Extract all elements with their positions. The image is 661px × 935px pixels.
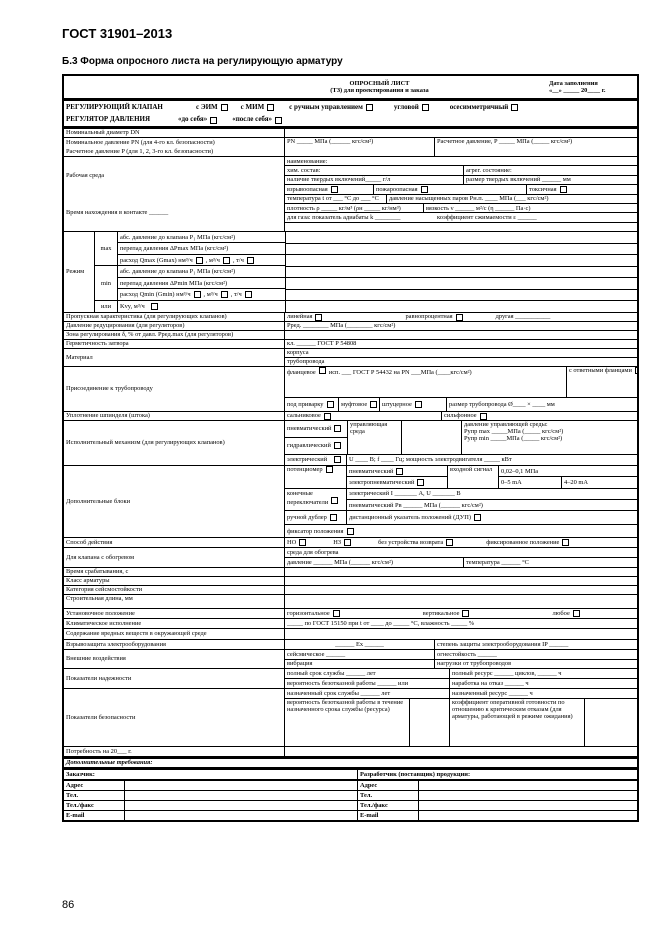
regulator-type-row [64, 114, 637, 129]
label-horizontal: горизонтальное [287, 609, 330, 617]
field-seismic[interactable]: сейсмическое ______ [285, 650, 435, 659]
field-flange[interactable]: исп. ___ ГОСТ Р 54432 на PN ___МПа (____кгс/см²) [328, 369, 472, 376]
field-response-time[interactable] [285, 568, 637, 576]
label-nc: НЗ [333, 538, 342, 546]
label-position-indicator: дистанционный указатель положений (ДУП) [349, 514, 472, 522]
label-supplier-address: Адрес [358, 781, 419, 790]
label-medium: Рабочая среда [66, 171, 105, 179]
label-bellows: сильфонное [444, 412, 477, 420]
field-electric-params[interactable]: U ____ В; f ____ Гц; мощность электродвигателя _____ кВт [349, 456, 512, 464]
option-upstream: «до себя» [178, 115, 208, 124]
field-customer-email[interactable] [125, 811, 357, 820]
label-p1-min: абс. давление до клапана P₁ МПа (кгс/см²) [120, 268, 236, 276]
label-supplier-fax: Тел./факс [358, 801, 419, 810]
row-additional-blocks [64, 466, 637, 538]
field-solids-size[interactable]: размер твердых включений ______ мм [466, 176, 571, 184]
label-customer-address: Адрес [64, 781, 125, 790]
checkbox-hydraulic[interactable] [334, 442, 341, 449]
label-supplier-email: E-mail [358, 811, 419, 820]
field-readiness-coefficient[interactable] [585, 699, 637, 746]
checkbox-m3h-max[interactable] [223, 257, 230, 264]
label-install-position: Установочное положение [64, 609, 285, 618]
row-pressure [64, 138, 637, 157]
questionnaire-form [62, 74, 639, 822]
date-field[interactable]: «__» _____ 20____ г. [549, 87, 606, 94]
row-external [64, 650, 637, 669]
checkbox-mim[interactable] [267, 104, 274, 111]
field-harmful[interactable] [285, 629, 637, 639]
field-supplier-email[interactable] [419, 811, 637, 820]
label-supplier-phone: Тел. [358, 791, 419, 800]
label-explosion-protection: Взрывозащита электрооборудования [64, 640, 285, 649]
checkbox-kvy[interactable] [151, 303, 158, 310]
field-fire-resistance[interactable]: огнестойкость ______ [437, 650, 497, 658]
row-actuator [64, 421, 637, 466]
section-title: Б.3 Форма опросного листа на регулирующую арматуру [62, 56, 343, 67]
regulator-label: РЕГУЛЯТОР ДАВЛЕНИЯ [66, 115, 151, 124]
label-q-min: расход Qmin (Gmin) нм³/ч [120, 291, 191, 299]
label-kvy: Kvy, м³/ч [120, 302, 145, 310]
checkbox-angle[interactable] [422, 104, 429, 111]
checkbox-nm3h-min[interactable] [194, 291, 201, 298]
checkbox-any[interactable] [573, 610, 580, 617]
field-body-material[interactable]: корпуса [287, 349, 309, 357]
unit-m3h: , м³/ч [203, 291, 218, 299]
checkbox-limit-switches[interactable] [331, 497, 338, 504]
label-readiness-coefficient: коэффициент оперативной готовности по отношению к критическим отказам (для арматуры, работающей в режиме ожидания) [450, 699, 585, 746]
checkbox-potentiometer[interactable] [326, 466, 333, 473]
field-medium-extra[interactable] [285, 223, 637, 231]
label-p1-max: абс. давление до клапана P₁ МПа (кгс/см²) [120, 233, 236, 241]
label-action: Способ действия [64, 538, 285, 547]
field-ex[interactable]: ______ Ex ______ [285, 640, 435, 649]
option-signal-pressure[interactable]: 0,02–0,1 МПа [501, 467, 539, 475]
field-heating-temperature[interactable]: температура ______ °С [466, 558, 529, 566]
label-harmful: Содержание вредных веществ в окружающей среде [64, 629, 285, 639]
label-fixed: фиксированное положение [486, 538, 560, 546]
row-climate [64, 619, 637, 629]
label-no-return: без устройства возврата [378, 538, 444, 546]
field-supplier-fax[interactable] [419, 801, 637, 810]
field-pipe-size[interactable]: размер трубопровода Ø____ × ____ мм [449, 401, 555, 409]
label-mode: Режим [64, 232, 95, 312]
field-reliability-probability[interactable]: вероятность безотказной работы ______ или [285, 679, 450, 688]
row-extra-requirements [64, 759, 637, 770]
field-assigned-life[interactable]: назначенный срок службы ______ лет [285, 689, 450, 698]
row-tightness [64, 340, 637, 349]
field-supplier-address[interactable] [419, 781, 637, 790]
field-compressibility[interactable]: коэффициент сжимаемости ε ______ [437, 213, 537, 221]
field-solids[interactable]: наличие твердых включений_____ г/л [285, 176, 464, 184]
label-coupling: муфтовое [341, 401, 368, 409]
checkbox-weld[interactable] [327, 401, 334, 408]
field-safety-probability[interactable] [410, 699, 450, 746]
label-extra-requirements[interactable]: Дополнительные требования: [66, 759, 153, 767]
checkbox-pneumatic[interactable] [334, 425, 341, 432]
label-toxic: токсичная [529, 185, 557, 193]
field-valve-class[interactable] [285, 577, 637, 585]
option-manual: с ручным управлением [289, 102, 363, 111]
option-eim: с ЭИМ [196, 102, 218, 111]
field-temperature[interactable]: температура t от ___ °С до ___ °С [285, 195, 387, 203]
field-limit-electric[interactable]: электрический I _______ А, U _______ В [349, 490, 461, 498]
label-design-pressure: Расчетное давление P (для 1, 2, 3-го кл. безопасности) [66, 147, 214, 155]
field-dn[interactable] [285, 129, 637, 137]
row-regulation-zone [64, 331, 637, 340]
valve-label: РЕГУЛИРУЮЩИЙ КЛАПАН [66, 102, 163, 111]
label-length: Строительная длина, мм [64, 595, 285, 608]
row-explosion-protection [64, 640, 637, 650]
row-demand [64, 747, 637, 759]
row-dn [64, 129, 637, 138]
label-safety-probability: вероятность безотказной работы в течение назначенного срока службы (ресурса) [285, 699, 410, 746]
row-connection [64, 367, 637, 412]
label-input-signal: входной сигнал [447, 466, 499, 488]
field-climate[interactable]: _____ по ГОСТ 15150 при t от ____ до _____ °С, влажность _____ % [287, 619, 475, 627]
field-length[interactable] [285, 595, 637, 608]
label-weld: под приварку [287, 401, 324, 409]
label-supplier: Разработчик (поставщик) продукции: [360, 770, 471, 778]
field-supplier-phone[interactable] [419, 791, 637, 800]
checkbox-electric[interactable] [334, 456, 341, 463]
field-design-pressure[interactable]: Расчетное давление, P _____ МПа (_____ кгс/см²) [437, 138, 573, 145]
checkbox-fixed[interactable] [562, 539, 569, 546]
field-dp-max[interactable] [286, 244, 637, 255]
label-electric: электрический [287, 456, 328, 464]
label-contact-time[interactable]: Время нахождения в контакте ______ [66, 208, 169, 216]
field-customer-phone[interactable] [125, 791, 357, 800]
field-heating-medium[interactable]: среда для обогрева [287, 548, 339, 556]
checkbox-horizontal[interactable] [333, 610, 340, 617]
field-full-resource[interactable]: полный ресурс ______ циклов, ______ ч [452, 669, 562, 677]
field-medium-name[interactable]: наименование: [287, 157, 328, 165]
label-customer-fax: Тел./факс [64, 801, 125, 810]
label-external: Внешние воздействия [64, 650, 285, 668]
field-tightness[interactable]: кл. ______ ГОСТ Р 54808 [287, 340, 357, 348]
label-pneumatic-block: пневматический [349, 467, 394, 475]
label-linear: линейная [287, 313, 313, 321]
row-valve-class [64, 577, 637, 586]
label-any: любое [552, 609, 570, 617]
field-pipe-loads[interactable]: нагрузки от трубопроводов [437, 660, 512, 668]
checkbox-downstream[interactable] [275, 117, 282, 124]
label-customer-phone: Тел. [64, 791, 125, 800]
label-limit-switches: конечные переключатели [287, 489, 329, 506]
field-dp-min[interactable] [286, 278, 637, 289]
row-install-position [64, 609, 637, 619]
row-action [64, 538, 637, 548]
field-kvy[interactable] [286, 301, 637, 312]
row-harmful [64, 629, 637, 640]
form-subtitle: (ТЗ) для проектирования и заказа [330, 87, 429, 94]
unit-m3h: , м³/ч [205, 256, 220, 264]
label-equal-percentage: равнопроцентная [405, 313, 453, 321]
field-q-max[interactable] [286, 255, 637, 266]
field-pn[interactable]: PN _____ МПа (______ кгс/см²) [285, 138, 435, 156]
field-adiabatic[interactable]: для газа: показатель адиабаты k ________ [287, 213, 401, 221]
checkbox-position-indicator[interactable] [474, 514, 481, 521]
label-response-time: Время срабатывания, с [64, 568, 285, 576]
label-dp-max: перепад давления ΔPmax МПа (кгс/см²) [120, 245, 229, 253]
checkbox-vertical[interactable] [462, 610, 469, 617]
label-electropneumatic: электропневматический [349, 478, 415, 486]
label-fitting: штуцерное [382, 401, 412, 409]
field-seismic-category[interactable] [285, 586, 637, 594]
option-signal-4-20ma[interactable]: 4–20 mA [564, 478, 588, 486]
field-density[interactable]: плотность ρ _____ кг/м³ (ρн _____ кг/нм³) [285, 204, 424, 212]
checkbox-th-min[interactable] [245, 291, 252, 298]
field-pipe-material[interactable]: трубопровода [287, 358, 325, 366]
option-signal-0-5ma[interactable]: 0–5 mA [499, 477, 562, 487]
label-heated: Для клапана с обогревом [64, 548, 285, 567]
checkbox-position-lock[interactable] [347, 528, 354, 535]
row-seismic-category [64, 586, 637, 595]
checkbox-nc[interactable] [344, 539, 351, 546]
field-vibration[interactable]: вибрация [285, 660, 435, 669]
checkbox-flange[interactable] [319, 367, 326, 374]
checkbox-no[interactable] [299, 539, 306, 546]
label-climate: Климатическое исполнение [64, 619, 285, 628]
label-safety: Показатели безопасности [64, 689, 285, 746]
checkbox-linear[interactable] [315, 314, 322, 321]
label-valve-class: Класс арматуры [64, 577, 285, 585]
form-header [64, 76, 637, 101]
label-customer-email: E-mail [64, 811, 125, 820]
valve-type-row [64, 101, 637, 114]
field-reduction-pressure[interactable]: Pред. ________ МПа (________ кгс/см²) [287, 322, 396, 330]
checkbox-explosive[interactable] [331, 186, 338, 193]
checkbox-m3h-min[interactable] [221, 291, 228, 298]
checkbox-no-return[interactable] [446, 539, 453, 546]
label-control-medium: управляющая среда [347, 421, 402, 454]
checkbox-equal-percentage[interactable] [456, 314, 463, 321]
label-pn: Номинальное давление PN (для 4-го кл. безопасности) [66, 138, 215, 146]
checkbox-electropneumatic[interactable] [417, 479, 424, 486]
date-label: Дата заполнения [549, 79, 598, 87]
label-dp-min: перепад давления ΔPmin МПа (кгс/см²) [120, 279, 228, 287]
field-mtbf[interactable]: наработка на отказ ______ ч [452, 679, 529, 687]
field-state[interactable]: агрег. состояние: [466, 167, 512, 175]
label-flammable: пожароопасная [376, 185, 418, 193]
unit-th: , т/ч [230, 291, 242, 299]
label-flange: фланцевое [287, 369, 316, 376]
label-reduction-pressure: Давление редуцирования (для регуляторов) [64, 322, 285, 330]
label-q-max: расход Qmax (Gmax) нм³/ч [120, 256, 193, 264]
label-dn: Номинальный диаметр DN [64, 129, 285, 137]
field-control-pmax[interactable]: Pупр max _____МПа (_____ кгс/см²) [464, 428, 564, 436]
checkbox-nm3h-max[interactable] [196, 257, 203, 264]
field-chem[interactable]: хим. состав: [285, 166, 464, 174]
row-safety [64, 689, 637, 747]
row-heated [64, 548, 637, 568]
label-vertical: вертикальное [422, 609, 460, 617]
checkbox-gland[interactable] [324, 413, 331, 420]
standard-number: ГОСТ 31901–2013 [62, 26, 173, 41]
checkbox-flammable[interactable] [421, 186, 428, 193]
checkbox-upstream[interactable] [210, 117, 217, 124]
checkbox-coupling[interactable] [370, 401, 377, 408]
checkbox-pneumatic-block[interactable] [396, 468, 403, 475]
row-material [64, 349, 637, 367]
checkbox-eim[interactable] [221, 104, 228, 111]
row-flow-characteristic [64, 313, 637, 322]
row-reliability [64, 669, 637, 689]
field-customer-address[interactable] [125, 781, 357, 790]
checkbox-bellows[interactable] [480, 413, 487, 420]
field-p1-min[interactable] [286, 267, 637, 278]
field-other[interactable]: другая ___________ [495, 313, 551, 321]
field-control-medium[interactable] [402, 421, 462, 454]
field-full-life[interactable]: полный срок службы ______ лет [285, 669, 450, 678]
label-mating-flanges: с ответными фланцами [569, 367, 632, 374]
field-control-pmin[interactable]: Pупр min _____МПа (_____ кгс/см²) [464, 435, 563, 443]
checkbox-toxic[interactable] [560, 186, 567, 193]
field-ip[interactable]: степень защиты электрооборудования IP ______ [437, 640, 569, 648]
option-angle: угловой [393, 102, 419, 111]
label-max: max [95, 232, 118, 265]
field-vapor-pressure[interactable]: давление насыщенных паров Pн.п. ____ МПа (___ кгс/см²) [389, 195, 549, 203]
checkbox-mating-flanges[interactable] [635, 367, 637, 374]
checkbox-fitting[interactable] [415, 401, 422, 408]
label-pneumatic: пневматический [287, 425, 332, 433]
label-or: или [95, 301, 118, 312]
field-demand[interactable] [285, 747, 637, 756]
checkbox-manual-override[interactable] [330, 514, 337, 521]
label-regulation-zone: Зона регулирования δ, % от давл. Pред.max (для регуляторов) [64, 331, 285, 339]
label-reliability: Показатели надежности [64, 669, 285, 688]
label-hydraulic: гидравлический [287, 442, 331, 450]
label-tightness: Герметичность затвора [64, 340, 285, 348]
label-additional-blocks: Дополнительные блоки [64, 466, 285, 537]
checkbox-axial[interactable] [511, 104, 518, 111]
row-reduction-pressure [64, 322, 637, 331]
label-min: min [95, 266, 118, 299]
label-actuator: Исполнительный механизм (для регулирующих клапанов) [64, 421, 285, 465]
form-title: ОПРОСНЫЙ ЛИСТ [349, 79, 410, 87]
row-seal [64, 412, 637, 421]
option-downstream: «после себя» [232, 115, 273, 124]
option-axial: осесимметричный [449, 102, 509, 111]
checkbox-th-max[interactable] [247, 257, 254, 264]
label-seismic-category: Категория сейсмостойкости [64, 586, 285, 594]
label-seal: Уплотнение шпинделя (штока) [64, 412, 285, 420]
label-control-pressure: давление управляющей среды: [464, 421, 548, 428]
label-material: Материал [64, 349, 285, 366]
contacts-block [64, 770, 637, 820]
page-number: 86 [62, 899, 75, 911]
field-limit-pneumatic[interactable]: пневматический Pв ______ МПа (______ кгс/см²) [349, 501, 483, 509]
label-explosive: взрывоопасная [287, 185, 328, 193]
label-manual-override: ручной дублер [287, 514, 327, 522]
field-regulation-zone[interactable] [285, 331, 637, 339]
row-medium [64, 157, 637, 232]
field-customer-fax[interactable] [125, 801, 357, 810]
label-demand: Потребность на 20___ г. [64, 747, 285, 756]
field-q-min[interactable] [286, 290, 637, 301]
label-flow-characteristic: Пропускная характеристика (для регулирующих клапанов) [64, 313, 285, 321]
field-heating-pressure[interactable]: давление ______ МПа (______ кгс/см²) [285, 558, 464, 567]
field-p1-max[interactable] [286, 232, 637, 243]
label-position-lock: фиксатор положения [287, 527, 344, 535]
row-mode [64, 232, 637, 313]
label-gland: сальниковое [287, 412, 321, 420]
checkbox-manual[interactable] [366, 104, 373, 111]
option-mim: с МИМ [240, 102, 265, 111]
label-customer: Заказчик: [66, 770, 95, 778]
label-potentiometer: потенциомер [287, 466, 323, 473]
row-length [64, 595, 637, 609]
unit-th: , т/ч [232, 256, 244, 264]
field-assigned-resource[interactable]: назначенный ресурс ______ ч [452, 689, 533, 697]
row-response-time [64, 568, 637, 577]
label-connection: Присоединение к трубопроводу [64, 367, 285, 411]
field-viscosity[interactable]: вязкость ν ______ м²/с (η ______ Па·с) [426, 204, 531, 212]
label-no: НО [287, 538, 297, 546]
